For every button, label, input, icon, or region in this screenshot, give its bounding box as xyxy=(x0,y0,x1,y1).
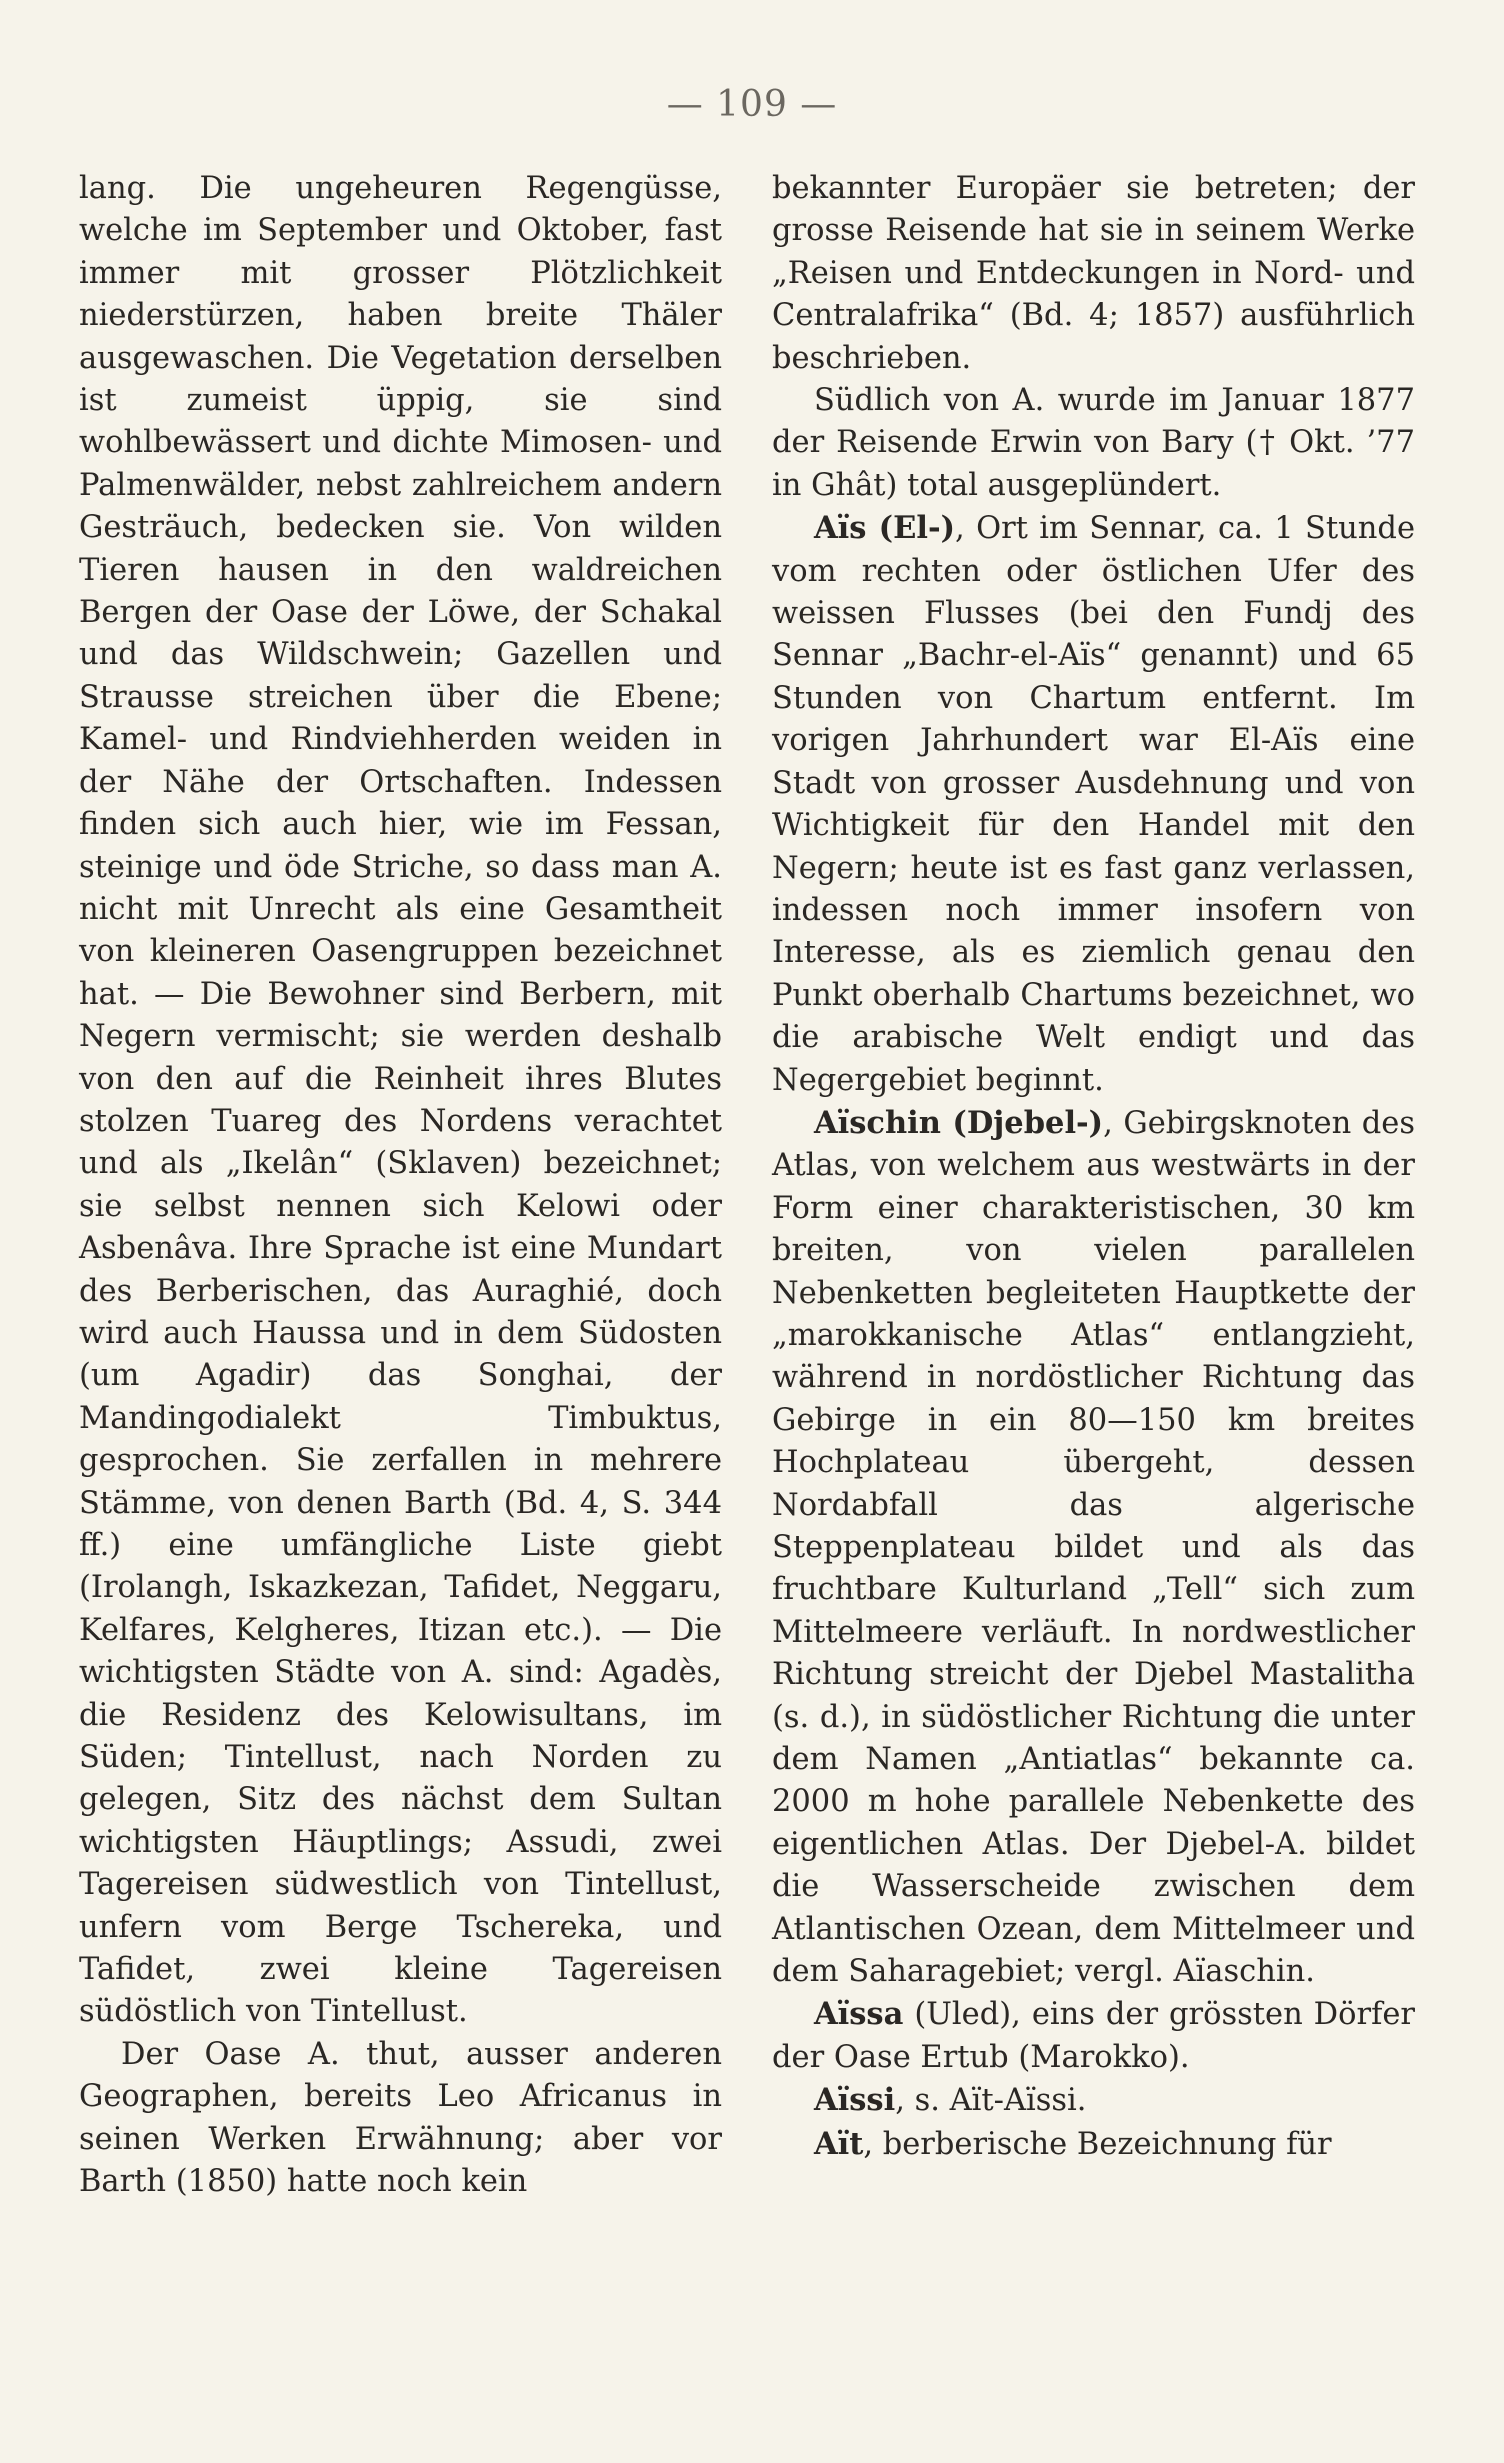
headword: Aït xyxy=(814,2125,864,2162)
entry-aischin xyxy=(772,1102,1415,1994)
entry-text: (Uled), eins der grössten Dörfer der Oase Ertub (Marokko). xyxy=(772,1997,1415,2075)
paragraph: Der Oase A. thut, ausser anderen Geographen, bereits Leo Africanus in seinen Werken Erwähnung; aber vor Barth (1850) hatte noch kein xyxy=(79,2036,722,2200)
entry-aissi xyxy=(772,2079,1415,2122)
entry-text: , s. Aït-Aïssi. xyxy=(895,2083,1087,2119)
paragraph: lang. Die ungeheuren Regengüsse, welche im September und Oktober, fast immer mit grosser Plötzlichkeit niederstürzen, haben breite Thäler ausgewaschen. Die Vegetation derselben ist zumeist üppig, sie sind wohlbewässert und dichte Mimosen- und Palmenwälder, nebst zahlreichem andern Gesträuch, bedecken sie. Von wilden Tieren hausen in den waldreichen Bergen der Oase der Löwe, der Schakal und das Wildschwein; Gazellen und Strausse streichen über die Ebene; Kamel- und Rindviehherden weiden in der Nähe der Ortschaften. Indessen finden sich auch hier, wie im Fessan, steinige und öde Striche, so dass man A. nicht mit Unrecht als eine Gesamtheit von kleineren Oasengruppen bezeichnet hat. — Die Bewohner sind Berbern, mit Negern vermischt; sie werden deshalb von den auf die Reinheit ihres Blutes stolzen Tuareg des Nordens verachtet und als „Ikelân“ (Sklaven) bezeichnet; sie selbst nennen sich Kelowi oder Asbenâva. Ihre Sprache ist eine Mundart des Berberischen, das Auraghié, doch wird auch Haussa und in dem Südosten (um Agadir) das Songhai, der Mandingodialekt Timbuktus, gesprochen. Sie zerfallen in mehrere Stämme, von denen Barth (Bd. 4, S. 344 ff.) eine umfängliche Liste giebt (Irolangh, Iskazkezan, Tafidet, Neggaru, Kelfares, Kelgheres, Itizan etc.). — Die wichtigsten Städte von A. sind: Agadès, die Residenz des Kelowisultans, im Süden; Tintellust, nach Norden zu gelegen, Sitz des nächst dem Sultan wichtigsten Häuptlings; Assudi, zwei Tagereisen südwestlich von Tintellust, unfern vom Berge Tschereka, und Tafidet, zwei kleine Tagereisen südöstlich von Tintellust. xyxy=(79,171,722,2030)
left-column xyxy=(79,168,722,2204)
headword: Aïschin (Djebel-) xyxy=(814,1104,1104,1141)
page-number: — 109 — xyxy=(666,84,838,125)
entry-text: , Gebirgsknoten des Atlas, von welchem aus westwärts in der Form einer charakteristischen, 30 km breiten, von vielen parallelen Nebenketten begleiteten Hauptkette der „marokkanische Atlas“ entlangzieht, während in nordöstlicher Richtung das Gebirge in ein 80—150 km breites Hochplateau übergeht, dessen Nordabfall das algerische Steppenplateau bildet und als das fruchtbare Kulturland „Tell“ sich zum Mittelmeere verläuft. In nordwestlicher Richtung streicht der Djebel Mastalitha (s. d.), in südöstlicher Richtung die unter dem Namen „Antiatlas“ bekannte ca. 2000 m hohe parallele Nebenkette des eigentlichen Atlas. Der Djebel-A. bildet die Wasserscheide zwischen dem Atlantischen Ozean, dem Mittelmeer und dem Saharagebiet; vergl. Aïaschin. xyxy=(772,1105,1415,1990)
headword: Aïs (El-) xyxy=(814,510,956,547)
entry-text: , berberische Bezeichnung für xyxy=(863,2126,1332,2162)
right-column xyxy=(772,168,1415,2166)
headword: Aïssa xyxy=(814,1996,904,2033)
entry-text: , Ort im Sennar, ca. 1 Stunde vom rechten oder östlichen Ufer des weissen Flusses (bei den Fundj des Sennar „Bachr-el-Aïs“ genannt) und 65 Stunden von Chartum entfernt. Im vorigen Jahrhundert war El-Aïs eine Stadt von grosser Ausdehnung und von Wichtigkeit für den Handel mit den Negern; heute ist es fast ganz verlassen, indessen noch immer insofern von Interesse, als es ziemlich genau den Punkt oberhalb Chartums bezeichnet, wo die arabische Welt endigt und das Negergebiet beginnt. xyxy=(772,511,1415,1098)
headword: Aïssi xyxy=(814,2082,896,2119)
entry-aissa xyxy=(772,1993,1415,2079)
paragraph: bekannter Europäer sie betreten; der grosse Reisende hat sie in seinem Werke „Reisen und Entdeckungen in Nord- und Centralafrika“ (Bd. 4; 1857) ausführlich beschrieben. xyxy=(772,171,1415,376)
entry-ait xyxy=(772,2123,1415,2166)
entry-ais xyxy=(772,507,1415,1102)
paragraph: Südlich von A. wurde im Januar 1877 der Reisende Erwin von Bary († Okt. ’77 in Ghât) total ausgeplündert. xyxy=(772,383,1415,503)
